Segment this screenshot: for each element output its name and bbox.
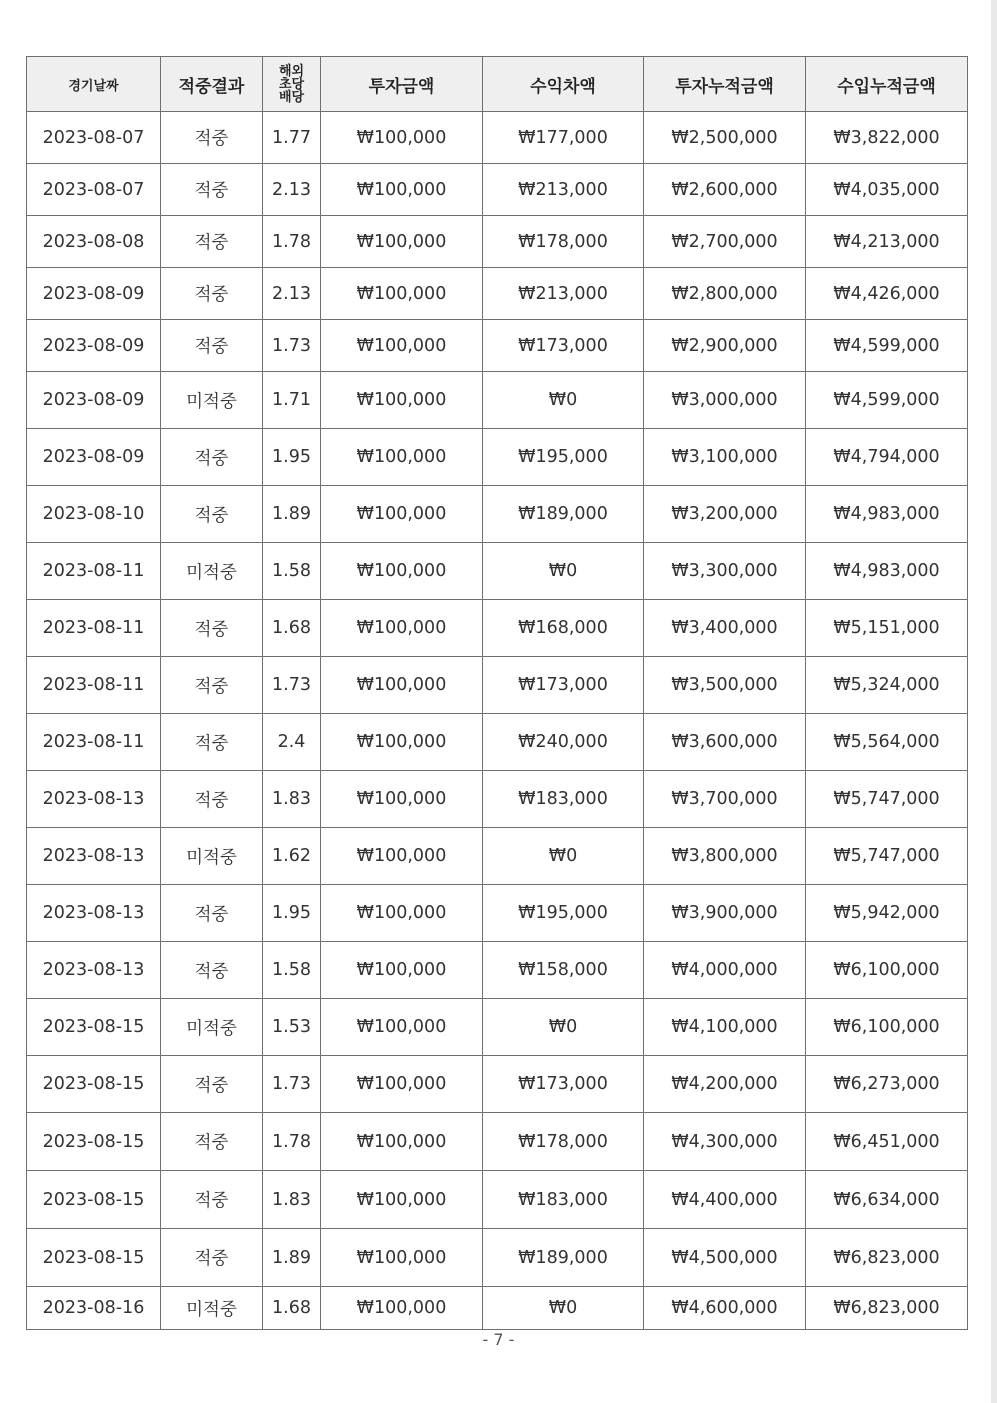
cell-odds: 2.13 xyxy=(263,268,321,320)
cell-income-total: ₩4,035,000 xyxy=(806,164,968,216)
cell-income-total: ₩6,823,000 xyxy=(806,1229,968,1287)
cell-date: 2023-08-09 xyxy=(27,372,161,429)
cell-stake: ₩100,000 xyxy=(321,372,483,429)
cell-profit: ₩173,000 xyxy=(483,320,644,372)
header-odds-line3: 배당 xyxy=(278,89,305,105)
cell-date: 2023-08-15 xyxy=(27,999,161,1056)
cell-stake-total: ₩4,300,000 xyxy=(644,1113,806,1171)
cell-stake-total: ₩2,600,000 xyxy=(644,164,806,216)
cell-result: 미적중 xyxy=(161,372,263,429)
cell-date: 2023-08-15 xyxy=(27,1171,161,1229)
cell-stake-total: ₩2,700,000 xyxy=(644,216,806,268)
cell-stake-total: ₩4,400,000 xyxy=(644,1171,806,1229)
table-row xyxy=(27,1056,968,1113)
cell-stake-total: ₩3,400,000 xyxy=(644,600,806,657)
header-odds-line2: 초당 xyxy=(278,76,305,92)
cell-stake: ₩100,000 xyxy=(321,543,483,600)
cell-stake-total: ₩3,300,000 xyxy=(644,543,806,600)
cell-stake: ₩100,000 xyxy=(321,1056,483,1113)
table-row xyxy=(27,320,968,372)
table-row xyxy=(27,486,968,543)
cell-result: 적중 xyxy=(161,112,263,164)
cell-income-total: ₩3,822,000 xyxy=(806,112,968,164)
cell-odds: 1.78 xyxy=(263,216,321,268)
table-body xyxy=(27,112,968,1330)
cell-stake-total: ₩4,200,000 xyxy=(644,1056,806,1113)
cell-odds: 1.78 xyxy=(263,1113,321,1171)
cell-date: 2023-08-07 xyxy=(27,112,161,164)
cell-income-total: ₩4,599,000 xyxy=(806,372,968,429)
cell-date: 2023-08-15 xyxy=(27,1113,161,1171)
cell-odds: 1.73 xyxy=(263,657,321,714)
cell-date: 2023-08-15 xyxy=(27,1229,161,1287)
cell-stake-total: ₩4,000,000 xyxy=(644,942,806,999)
cell-profit: ₩177,000 xyxy=(483,112,644,164)
cell-result: 적중 xyxy=(161,1056,263,1113)
table-header-row xyxy=(27,57,968,112)
cell-profit: ₩0 xyxy=(483,828,644,885)
cell-income-total: ₩5,942,000 xyxy=(806,885,968,942)
cell-date: 2023-08-07 xyxy=(27,164,161,216)
page-number: - 7 - xyxy=(482,1330,515,1349)
cell-income-total: ₩6,100,000 xyxy=(806,999,968,1056)
cell-result: 적중 xyxy=(161,885,263,942)
cell-profit: ₩173,000 xyxy=(483,1056,644,1113)
cell-date: 2023-08-09 xyxy=(27,320,161,372)
cell-income-total: ₩6,634,000 xyxy=(806,1171,968,1229)
cell-stake-total: ₩3,200,000 xyxy=(644,486,806,543)
cell-stake-total: ₩2,900,000 xyxy=(644,320,806,372)
cell-date: 2023-08-10 xyxy=(27,486,161,543)
table-row xyxy=(27,112,968,164)
cell-result: 적중 xyxy=(161,164,263,216)
table-row xyxy=(27,1113,968,1171)
cell-income-total: ₩5,747,000 xyxy=(806,828,968,885)
cell-result: 적중 xyxy=(161,320,263,372)
cell-stake-total: ₩2,500,000 xyxy=(644,112,806,164)
header-stake-total: 투자누적금액 xyxy=(644,57,806,112)
cell-result: 적중 xyxy=(161,657,263,714)
cell-profit: ₩213,000 xyxy=(483,164,644,216)
cell-income-total: ₩4,983,000 xyxy=(806,543,968,600)
cell-odds: 1.62 xyxy=(263,828,321,885)
cell-odds: 1.95 xyxy=(263,885,321,942)
cell-odds: 1.68 xyxy=(263,1287,321,1330)
cell-date: 2023-08-11 xyxy=(27,600,161,657)
cell-profit: ₩195,000 xyxy=(483,885,644,942)
cell-odds: 2.4 xyxy=(263,714,321,771)
cell-stake: ₩100,000 xyxy=(321,320,483,372)
cell-result: 적중 xyxy=(161,942,263,999)
table-row xyxy=(27,268,968,320)
cell-profit: ₩168,000 xyxy=(483,600,644,657)
cell-income-total: ₩6,273,000 xyxy=(806,1056,968,1113)
cell-odds: 1.77 xyxy=(263,112,321,164)
cell-stake-total: ₩3,800,000 xyxy=(644,828,806,885)
cell-profit: ₩189,000 xyxy=(483,486,644,543)
cell-date: 2023-08-15 xyxy=(27,1056,161,1113)
cell-profit: ₩173,000 xyxy=(483,657,644,714)
cell-profit: ₩195,000 xyxy=(483,429,644,486)
page-edge-shadow xyxy=(991,0,997,1403)
cell-stake: ₩100,000 xyxy=(321,771,483,828)
header-odds xyxy=(263,57,321,112)
cell-profit: ₩158,000 xyxy=(483,942,644,999)
cell-stake: ₩100,000 xyxy=(321,1287,483,1330)
cell-date: 2023-08-09 xyxy=(27,268,161,320)
cell-date: 2023-08-13 xyxy=(27,942,161,999)
cell-date: 2023-08-09 xyxy=(27,429,161,486)
table-row xyxy=(27,1287,968,1330)
cell-result: 미적중 xyxy=(161,543,263,600)
cell-stake: ₩100,000 xyxy=(321,1171,483,1229)
table-row xyxy=(27,1229,968,1287)
cell-result: 적중 xyxy=(161,429,263,486)
table-row xyxy=(27,714,968,771)
cell-income-total: ₩4,213,000 xyxy=(806,216,968,268)
cell-stake-total: ₩2,800,000 xyxy=(644,268,806,320)
cell-stake-total: ₩3,900,000 xyxy=(644,885,806,942)
cell-stake-total: ₩3,600,000 xyxy=(644,714,806,771)
cell-profit: ₩0 xyxy=(483,543,644,600)
cell-odds: 1.73 xyxy=(263,1056,321,1113)
table-row xyxy=(27,657,968,714)
betting-record-table xyxy=(26,56,968,1330)
cell-stake-total: ₩3,700,000 xyxy=(644,771,806,828)
cell-result: 미적중 xyxy=(161,828,263,885)
table-row xyxy=(27,942,968,999)
cell-profit: ₩0 xyxy=(483,372,644,429)
table-row xyxy=(27,164,968,216)
table-row xyxy=(27,543,968,600)
cell-income-total: ₩6,451,000 xyxy=(806,1113,968,1171)
cell-stake: ₩100,000 xyxy=(321,268,483,320)
cell-stake: ₩100,000 xyxy=(321,942,483,999)
cell-odds: 1.89 xyxy=(263,486,321,543)
cell-stake: ₩100,000 xyxy=(321,885,483,942)
cell-date: 2023-08-13 xyxy=(27,885,161,942)
header-odds-line1: 해외 xyxy=(278,63,305,79)
cell-odds: 1.83 xyxy=(263,771,321,828)
cell-result: 적중 xyxy=(161,216,263,268)
cell-income-total: ₩4,983,000 xyxy=(806,486,968,543)
cell-odds: 1.68 xyxy=(263,600,321,657)
cell-income-total: ₩5,564,000 xyxy=(806,714,968,771)
cell-profit: ₩178,000 xyxy=(483,1113,644,1171)
cell-result: 미적중 xyxy=(161,1287,263,1330)
cell-income-total: ₩6,823,000 xyxy=(806,1287,968,1330)
cell-date: 2023-08-11 xyxy=(27,657,161,714)
cell-stake: ₩100,000 xyxy=(321,486,483,543)
cell-stake-total: ₩3,500,000 xyxy=(644,657,806,714)
cell-profit: ₩213,000 xyxy=(483,268,644,320)
header-stake: 투자금액 xyxy=(321,57,483,112)
cell-odds: 1.71 xyxy=(263,372,321,429)
cell-profit: ₩240,000 xyxy=(483,714,644,771)
cell-stake: ₩100,000 xyxy=(321,999,483,1056)
cell-date: 2023-08-13 xyxy=(27,771,161,828)
cell-income-total: ₩6,100,000 xyxy=(806,942,968,999)
cell-odds: 1.58 xyxy=(263,942,321,999)
cell-income-total: ₩4,426,000 xyxy=(806,268,968,320)
cell-result: 미적중 xyxy=(161,999,263,1056)
table-row xyxy=(27,372,968,429)
table-row xyxy=(27,999,968,1056)
table-row xyxy=(27,429,968,486)
header-date: 경기날짜 xyxy=(27,57,161,112)
table-row xyxy=(27,771,968,828)
header-income-total: 수입누적금액 xyxy=(806,57,968,112)
cell-stake-total: ₩4,100,000 xyxy=(644,999,806,1056)
table-row xyxy=(27,828,968,885)
cell-result: 적중 xyxy=(161,714,263,771)
table-row xyxy=(27,216,968,268)
cell-result: 적중 xyxy=(161,771,263,828)
cell-stake: ₩100,000 xyxy=(321,828,483,885)
cell-stake-total: ₩4,500,000 xyxy=(644,1229,806,1287)
cell-profit: ₩189,000 xyxy=(483,1229,644,1287)
cell-odds: 2.13 xyxy=(263,164,321,216)
cell-result: 적중 xyxy=(161,600,263,657)
cell-odds: 1.53 xyxy=(263,999,321,1056)
cell-profit: ₩183,000 xyxy=(483,1171,644,1229)
cell-odds: 1.58 xyxy=(263,543,321,600)
cell-income-total: ₩5,151,000 xyxy=(806,600,968,657)
table-row xyxy=(27,600,968,657)
cell-profit: ₩0 xyxy=(483,999,644,1056)
cell-stake-total: ₩4,600,000 xyxy=(644,1287,806,1330)
cell-stake: ₩100,000 xyxy=(321,1229,483,1287)
cell-result: 적중 xyxy=(161,1113,263,1171)
cell-income-total: ₩4,794,000 xyxy=(806,429,968,486)
cell-profit: ₩183,000 xyxy=(483,771,644,828)
cell-profit: ₩178,000 xyxy=(483,216,644,268)
cell-income-total: ₩4,599,000 xyxy=(806,320,968,372)
cell-result: 적중 xyxy=(161,1229,263,1287)
cell-date: 2023-08-08 xyxy=(27,216,161,268)
cell-stake: ₩100,000 xyxy=(321,1113,483,1171)
cell-stake: ₩100,000 xyxy=(321,714,483,771)
cell-date: 2023-08-11 xyxy=(27,714,161,771)
cell-result: 적중 xyxy=(161,268,263,320)
header-profit: 수익차액 xyxy=(483,57,644,112)
cell-stake: ₩100,000 xyxy=(321,600,483,657)
cell-stake-total: ₩3,100,000 xyxy=(644,429,806,486)
cell-odds: 1.73 xyxy=(263,320,321,372)
cell-stake: ₩100,000 xyxy=(321,429,483,486)
cell-stake: ₩100,000 xyxy=(321,657,483,714)
header-result: 적중결과 xyxy=(161,57,263,112)
cell-stake-total: ₩3,000,000 xyxy=(644,372,806,429)
table-row xyxy=(27,1171,968,1229)
cell-income-total: ₩5,324,000 xyxy=(806,657,968,714)
cell-date: 2023-08-13 xyxy=(27,828,161,885)
cell-result: 적중 xyxy=(161,486,263,543)
cell-profit: ₩0 xyxy=(483,1287,644,1330)
cell-stake: ₩100,000 xyxy=(321,216,483,268)
cell-date: 2023-08-11 xyxy=(27,543,161,600)
cell-stake: ₩100,000 xyxy=(321,112,483,164)
cell-stake: ₩100,000 xyxy=(321,164,483,216)
cell-date: 2023-08-16 xyxy=(27,1287,161,1330)
cell-income-total: ₩5,747,000 xyxy=(806,771,968,828)
cell-odds: 1.95 xyxy=(263,429,321,486)
cell-result: 적중 xyxy=(161,1171,263,1229)
table-row xyxy=(27,885,968,942)
cell-odds: 1.89 xyxy=(263,1229,321,1287)
cell-odds: 1.83 xyxy=(263,1171,321,1229)
